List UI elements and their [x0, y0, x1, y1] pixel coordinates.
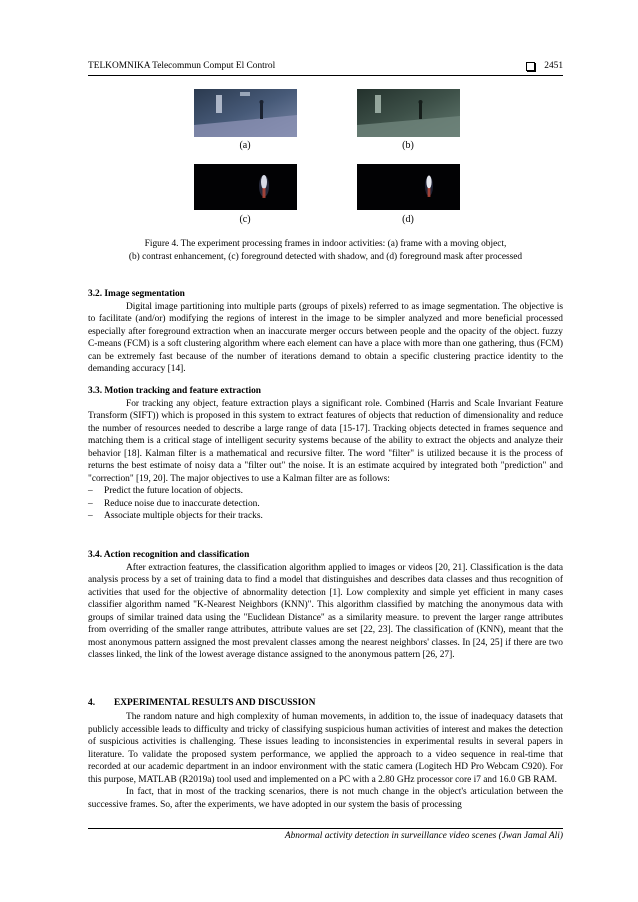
page-header	[88, 61, 563, 75]
section-3-3	[88, 385, 563, 523]
section-3-4-heading: 3.4. Action recognition and classification	[88, 550, 250, 560]
dash-bullet: –	[88, 511, 93, 521]
section-4-number: 4.	[88, 698, 96, 708]
list-item	[88, 485, 563, 498]
page-number: 2451	[544, 61, 563, 71]
header-rule	[88, 75, 563, 76]
frame-d-image	[357, 164, 460, 210]
journal-name: TELKOMNIKA Telecommun Comput El Control	[88, 61, 276, 71]
figure-frame-c	[194, 164, 297, 210]
figure-label-d: (d)	[402, 214, 414, 225]
square-bullet-icon	[526, 62, 535, 71]
section-3-4-paragraph: After extraction features, the classification algorithm applied to images or videos [20, 21]. Classification is the data analysis process by a set of training data to find a model that distinguishes and describes data classes and thus recognition of activities that used for the objective of abnormality detection [1]. Low complexity and simple yet efficient in many cases classifier algorithm named "K-Nearest Neighbors (KNN)". This algorithm classified by matching the anonymous data with groups of similar trained data using the "Euclidean Distance" as a similarity measure. to prevent the larger range attributes from overriding of the smaller range attributes, attribute values are set [22, 23]. The classification of (KNN), meant that the most anonymous pattern assigned the most prevalent classes among the nearest neighbors' classes. In [24, 25] if there are two classes linked, the link of the lowest average distance assigned to the anonymous pattern [26, 27].	[88, 562, 563, 660]
figure-frame-b	[357, 89, 460, 137]
section-3-4	[88, 549, 563, 662]
frame-c-image	[194, 164, 297, 210]
footer-rule	[88, 828, 563, 829]
section-4-body	[88, 711, 563, 811]
list-item-text: Reduce noise due to inaccurate detection.	[104, 498, 260, 509]
frame-b-image	[357, 89, 460, 137]
section-3-2	[88, 288, 563, 376]
frame-a-image	[194, 89, 297, 137]
list-item	[88, 510, 563, 523]
section-3-2-heading: 3.2. Image segmentation	[88, 289, 185, 299]
section-4-title: EXPERIMENTAL RESULTS AND DISCUSSION	[114, 698, 316, 708]
figure-caption-line-1: Figure 4. The experiment processing frames in indoor activities: (a) frame with a moving object,	[144, 239, 507, 249]
figure-caption	[88, 238, 563, 264]
list-item-text: Associate multiple objects for their tracks.	[104, 511, 263, 521]
section-4-paragraph-1: The random nature and high complexity of human movements, in addition to, the issue of inadequacy datasets that publicly accessible leads to difficulty and tricky of classifying suspicious human activities of interest and makes the detection of suspicious activities is challenging. These issues leading to inconsistencies in experimental results in several papers in literature. To validate the proposed system performance, we applied the approach to a video sequence in real-time that recorded at our academic department in an indoor environment with the static camera (Logitech HD Pro Webcam C920). For this purpose, MATLAB (R2019a) tool used and implemented on a PC with a 2.80 GHz processor core i7 and 16.0 GB RAM.	[88, 712, 563, 785]
kalman-objectives-list	[88, 485, 563, 523]
figure-caption-line-2: (b) contrast enhancement, (c) foreground detected with shadow, and (d) foreground mask after processed	[128, 252, 523, 262]
figure-label-c: (c)	[239, 214, 251, 225]
dash-bullet: –	[88, 498, 93, 509]
section-3-3-paragraph: For tracking any object, feature extraction plays a significant role. Combined (Harris and Scale Invariant Feature Transform (SIFT)) which is proposed in this system to extract features of objects that reduction of dimensionality and reduce the number of resources needed to describe a large range of data [15-17]. Tracking objects detected in frames sequence and matching them is a critical stage of intelligent security systems because of the ability to extract the objects and analyze their behavior [18]. Kalman filter is a mathematical and recursive filter. The word "filter" is utilized because it is the process of returns the best estimate of noisy data a "filter out" the noise. It is an estimate acquired by integrated both "prediction" and "correction" [19, 20]. The major objectives to use a Kalman filter are as follows:	[88, 398, 563, 484]
figure-label-b: (b)	[402, 140, 414, 151]
dash-bullet: –	[88, 486, 93, 496]
section-4-heading	[88, 698, 315, 708]
figure-frame-a	[194, 89, 297, 137]
figure-label-a: (a)	[239, 140, 251, 151]
section-3-3-heading: 3.3. Motion tracking and feature extraction	[88, 386, 261, 396]
figure-frame-d	[357, 164, 460, 210]
section-3-2-paragraph: Digital image partitioning into multiple parts (groups of pixels) referred to as image segmentation. The objective is to facilitate (and/or) modifying the regions of interest in the image to be simpler analyzed and more beneficial processed especially after foreground extraction when an inaccurate merger occurs between people and the opacity of the object. fuzzy C-means (FCM) is a soft clustering algorithm where each element can have a place with more than one gathering, thus (FCM) can be extremely fast because of the number of iterations demand to obtain a specific clustering practice identity to the demanding accuracy [14].	[88, 301, 563, 374]
running-footer: Abnormal activity detection in surveillance video scenes (Jwan Jamal Ali)	[284, 831, 563, 841]
section-4-paragraph-2: In fact, that in most of the tracking scenarios, there is not much change in the object's articulation between the successive frames. So, after the experiments, we have adopted in our system the basis of processing	[88, 787, 563, 810]
list-item-text: Predict the future location of objects.	[104, 486, 244, 496]
list-item	[88, 498, 563, 511]
